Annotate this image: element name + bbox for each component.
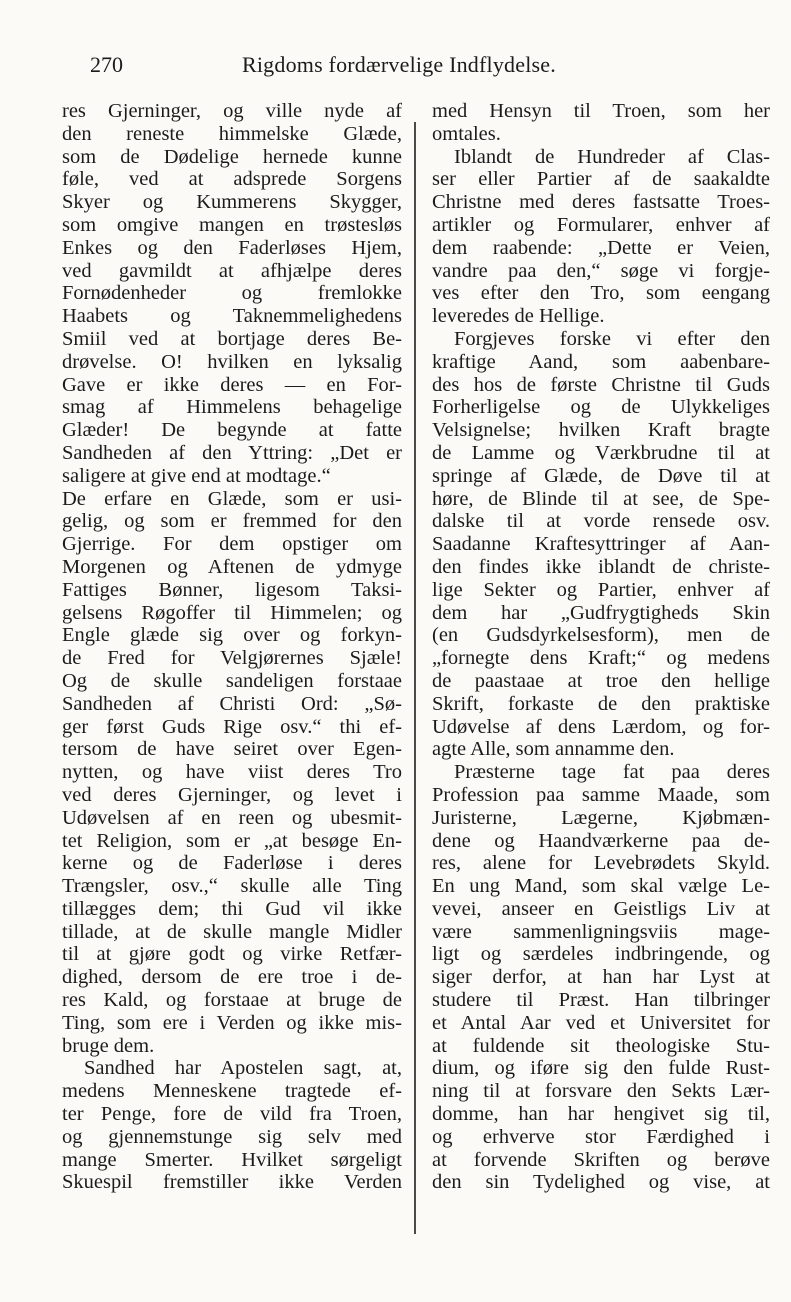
right-column-line: at fuldende sit theologiske Stu- — [432, 1034, 770, 1057]
left-column-line: Gjerrige. For dem opstiger om — [62, 533, 402, 556]
right-column-line: des hos de første Christne til Guds — [432, 373, 770, 396]
left-column-line: føle, ved at adsprede Sorgens — [62, 168, 402, 191]
left-column-line: Smiil ved at bortjage deres Be- — [62, 327, 402, 350]
left-column-line: ter Penge, fore de vild fra Troen, — [62, 1103, 402, 1126]
right-column-line: den findes ikke iblandt de christe- — [432, 555, 770, 578]
right-column-line: dem raabende: „Dette er Veien, — [432, 236, 770, 259]
left-column-line: og gjennemstunge sig selv med — [62, 1125, 402, 1148]
left-column-line: res Kald, og forstaae at bruge de — [62, 989, 402, 1012]
left-column-line: ved gavmildt at afhjælpe deres — [62, 259, 402, 282]
running-header — [90, 52, 610, 86]
right-column-line: Christne med deres fastsatte Troes- — [432, 191, 770, 214]
right-column-line: artikler og Formularer, enhver af — [432, 213, 770, 236]
right-column-line: Forgjeves forske vi efter den — [454, 327, 770, 350]
right-column-line: vandre paa den,“ søge vi forgje- — [432, 259, 770, 282]
left-column-line: gelig, og som er fremmed for den — [62, 510, 402, 533]
left-column-line: drøvelse. O! hvilken en lyksalig — [62, 350, 402, 373]
right-column-line: lige Sekter og Partier, enhver af — [432, 578, 770, 601]
left-column-line: Engle glæde sig over og forkyn- — [62, 624, 402, 647]
right-column-line: vevei, anseer en Geistligs Liv at — [432, 897, 770, 920]
running-title: Rigdoms fordærvelige Indflydelse. — [242, 52, 556, 77]
right-column-line: de Lamme og Værkbrudne til at — [432, 441, 770, 464]
right-column — [432, 100, 770, 1194]
right-column-line: studere til Præst. Han tilbringer — [432, 989, 770, 1012]
left-column-line: ved deres Gjerninger, og levet i — [62, 783, 402, 806]
right-column-line: Udøvelse af dens Lærdom, og for- — [432, 715, 770, 738]
right-column-line: høre, de Blinde til at see, de Spe- — [432, 487, 770, 510]
page-number: 270 — [90, 52, 123, 77]
left-column-line: saligere at give end at modtage.“ — [62, 464, 331, 487]
right-column-line: ligt og særdeles indbringende, og — [432, 943, 770, 966]
left-column-line: tersom de have seiret over Egen- — [62, 738, 402, 761]
right-column-line: res, alene for Levebrødets Skyld. — [432, 852, 770, 875]
right-column-line: Skrift, forkaste de den praktiske — [432, 692, 770, 715]
left-column-line: Haabets og Taknemmelighedens — [62, 305, 402, 328]
right-column-line: et Antal Aar ved et Universitet for — [432, 1011, 770, 1034]
right-column-line: En ung Mand, som skal vælge Le- — [432, 875, 770, 898]
left-column-line: Sandheden af Christi Ord: „Sø- — [62, 692, 402, 715]
left-column-line: som de Dødelige hernede kunne — [62, 145, 402, 168]
right-column-line: Saadanne Kraftesyttringer af Aan- — [432, 533, 770, 556]
left-column-line: Fattiges Bønner, ligesom Taksi- — [62, 578, 402, 601]
left-column-line: Fornødenheder og fremlokke — [62, 282, 402, 305]
right-column-line: ning til at forsvare den Sekts Lær- — [432, 1080, 770, 1103]
left-column-line: Skuespil fremstiller ikke Verden — [62, 1171, 402, 1194]
right-column-line: (en Gudsdyrkelsesform), men de — [432, 624, 770, 647]
right-column-line: de paastaae at troe den hellige — [432, 669, 770, 692]
left-column-line: Gave er ikke deres — en For- — [62, 373, 402, 396]
right-column-line: kraftige Aand, som aabenbare- — [432, 350, 770, 373]
left-column-line: smag af Himmelens behagelige — [62, 396, 402, 419]
right-column-line: „fornegte dens Kraft;“ og medens — [432, 647, 770, 670]
left-column-line: tillade, at de skulle mangle Midler — [62, 920, 402, 943]
right-column-line: Velsignelse; hvilken Kraft bragte — [432, 419, 770, 442]
left-column-line: tillægges dem; thi Gud vil ikke — [62, 897, 402, 920]
left-column-line: res Gjerninger, og ville nyde af — [62, 100, 402, 122]
left-column-line: kerne og de Faderløse i deres — [62, 852, 402, 875]
left-column-line: Trængsler, osv.,“ skulle alle Ting — [62, 875, 402, 898]
right-column-line: springe af Glæde, de Døve til at — [432, 464, 770, 487]
right-column-line: den sin Tydelighed og vise, at — [432, 1171, 770, 1194]
left-column-line: nytten, og have viist deres Tro — [62, 761, 402, 784]
right-column-line: dalske til at vorde rensede osv. — [432, 510, 770, 533]
right-column-line: omtales. — [432, 122, 501, 145]
left-column-line: Og de skulle sandeligen forstaae — [62, 669, 402, 692]
right-column-line: Profession paa samme Maade, som — [432, 783, 770, 806]
left-column-line: Ting, som ere i Verden og ikke mis- — [62, 1011, 402, 1034]
left-column-line: mange Smerter. Hvilket sørgeligt — [62, 1148, 402, 1171]
left-column-line: bruge dem. — [62, 1034, 155, 1057]
left-column-line: medens Menneskene tragtede ef- — [62, 1080, 402, 1103]
left-column-line: Udøvelsen af en reen og ubesmit- — [62, 806, 402, 829]
right-column-line: Juristerne, Lægerne, Kjøbmæn- — [432, 806, 770, 829]
left-column-line: Glæder! De begynde at fatte — [62, 419, 402, 442]
left-column-line: Skyer og Kummerens Skygger, — [62, 191, 402, 214]
left-column-line: de Fred for Velgjørernes Sjæle! — [62, 647, 402, 670]
right-column-line: dem har „Gudfrygtigheds Skin — [432, 601, 770, 624]
right-column-line: Præsterne tage fat paa deres — [454, 761, 770, 784]
right-column-line: dium, og iføre sig den fulde Rust- — [432, 1057, 770, 1080]
right-column-line: leveredes de Hellige. — [432, 305, 605, 328]
left-column-line: tet Religion, som er „at besøge En- — [62, 829, 402, 852]
right-column-line: siger derfor, at han har Lyst at — [432, 966, 770, 989]
right-column-line: Forherligelse og de Ulykkeliges — [432, 396, 770, 419]
right-column-line: at forvende Skriften og berøve — [432, 1148, 770, 1171]
left-column-line: dighed, dersom de ere troe i de- — [62, 966, 402, 989]
left-column — [62, 100, 402, 1194]
right-column-line: agte Alle, som annamme den. — [432, 738, 675, 761]
left-column-line: Sandhed har Apostelen sagt, at, — [84, 1057, 402, 1080]
right-column-line: og erhverve stor Færdighed i — [432, 1125, 770, 1148]
left-column-line: ger først Guds Rige osv.“ thi ef- — [62, 715, 402, 738]
left-column-line: Enkes og den Faderløses Hjem, — [62, 236, 402, 259]
column-divider — [414, 122, 416, 1234]
right-column-line: ser eller Partier af de saakaldte — [432, 168, 770, 191]
left-column-line: gelsens Røgoffer til Himmelen; og — [62, 601, 402, 624]
right-column-line: ves efter den Tro, som eengang — [432, 282, 770, 305]
left-column-line: til at gjøre godt og virke Retfær- — [62, 943, 402, 966]
left-column-line: De erfare en Glæde, som er usi- — [62, 487, 402, 510]
left-column-line: Morgenen og Aftenen de ydmyge — [62, 555, 402, 578]
left-column-line: Sandheden af den Yttring: „Det er — [62, 441, 402, 464]
right-column-line: dene og Haandværkerne paa de- — [432, 829, 770, 852]
right-column-line: være sammenligningsviis mage- — [432, 920, 770, 943]
left-column-line: den reneste himmelske Glæde, — [62, 122, 402, 145]
right-column-line: med Hensyn til Troen, som her — [432, 100, 770, 122]
right-column-line: Iblandt de Hundreder af Clas- — [454, 145, 770, 168]
right-column-line: domme, han har hengivet sig til, — [432, 1103, 770, 1126]
left-column-line: som omgive mangen en trøstesløs — [62, 213, 402, 236]
